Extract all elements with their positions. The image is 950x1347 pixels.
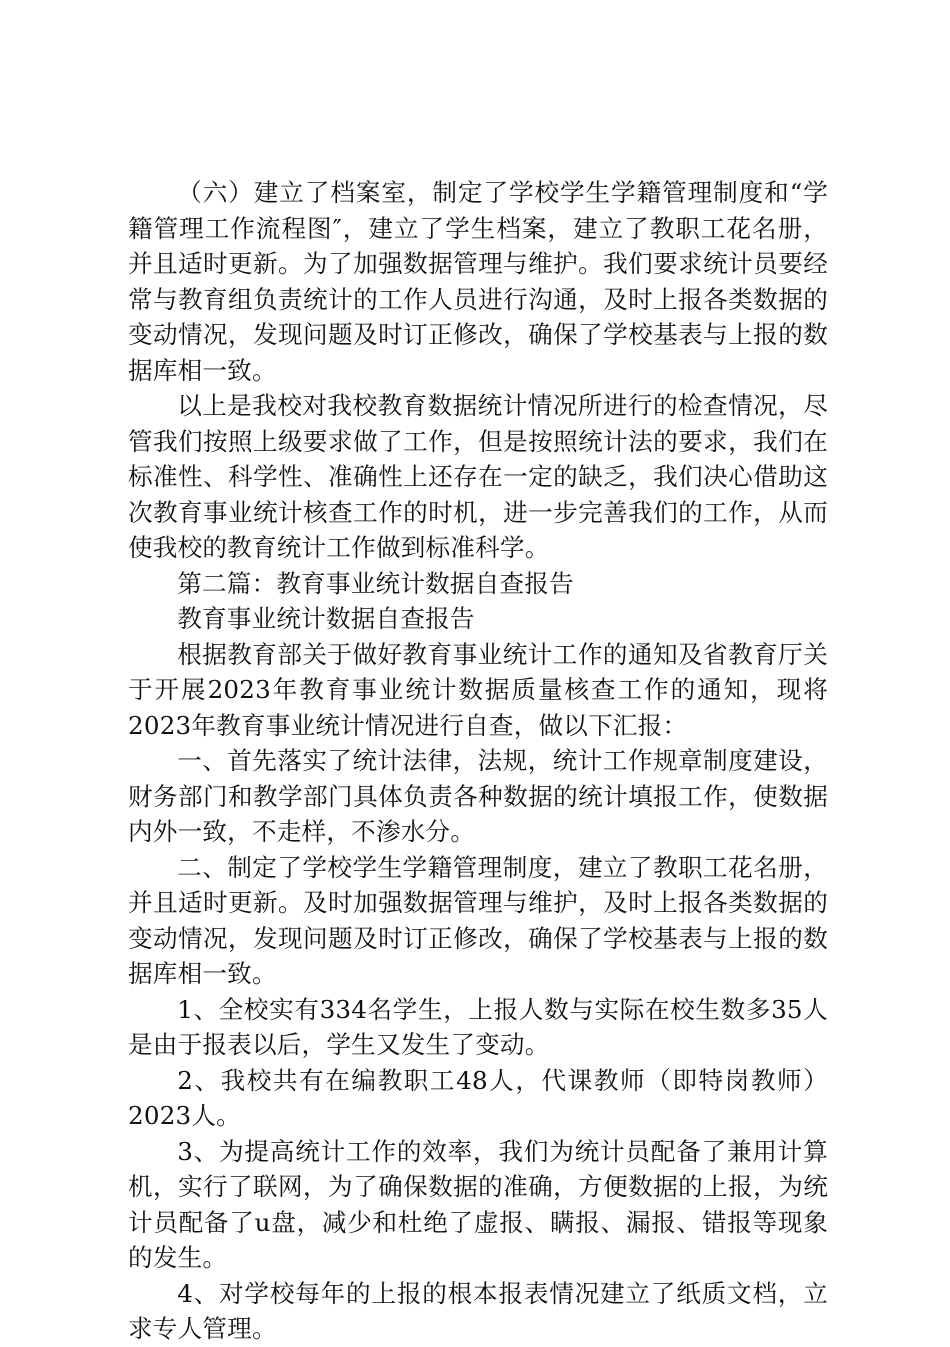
- section-heading: 第二篇：教育事业统计数据自查报告: [177, 568, 574, 598]
- paragraph-summary: 以上是我校对我校教育数据统计情况所进行的检查情况，尽管我们按照上级要求做了工作，但是按照统计法的要求，我们在标准性、科学性、准确性上还存在一定的缺乏，我们决心借助这次教育事业统计核查工作的时机，进一步完善我们的工作，从而使我校的教育统计工作做到标准科学。: [128, 391, 828, 562]
- list-item-3: 3、为提高统计工作的效率，我们为统计员配备了兼用计算机，实行了联网，为了确保数据的准确，方便数据的上报，为统计员配备了u盘，减少和杜绝了虚报、瞒报、漏报、错报等现象的发生。: [128, 1136, 828, 1272]
- report-title: 教育事业统计数据自查报告: [177, 604, 475, 633]
- paragraph-intro: 根据教育部关于做好教育事业统计工作的通知及省教育厅关于开展2023年教育事业统计数据质量核查工作的通知，现将2023年教育事业统计情况进行自查，做以下汇报：: [128, 639, 828, 740]
- paragraph-point-one: 一、首先落实了统计法律，法规，统计工作规章制度建设，财务部门和教学部门具体负责各种数据的统计填报工作，使数据内外一致，不走样，不渗水分。: [128, 746, 828, 846]
- list-item-4: 4、对学校每年的上报的根本报表情况建立了纸质文档，立求专人管理。: [128, 1278, 828, 1343]
- list-item-2: 2、我校共有在编教职工48人，代课教师（即特岗教师）2023人。: [128, 1065, 828, 1130]
- paragraph-point-two: 二、制定了学校学生学籍管理制度，建立了教职工花名册，并且适时更新。及时加强数据管理与维护，及时上报各类数据的变动情况，发现问题及时订正修改，确保了学校基表与上报的数据库相一致。: [128, 852, 828, 988]
- document-body: [128, 175, 828, 1347]
- paragraph-archive-room: （六）建立了档案室，制定了学校学生学籍管理制度和“学籍管理工作流程图″，建立了学生档案，建立了教职工花名册，并且适时更新。为了加强数据管理与维护。我们要求统计员要经常与教育组负责统计的工作人员进行沟通，及时上报各类数据的变动情况，发现问题及时订正修改，确保了学校基表与上报的数据库相一致。: [128, 178, 828, 385]
- list-item-1: 1、全校实有334名学生，上报人数与实际在校生数多35人是由于报表以后，学生又发生了变动。: [128, 994, 828, 1059]
